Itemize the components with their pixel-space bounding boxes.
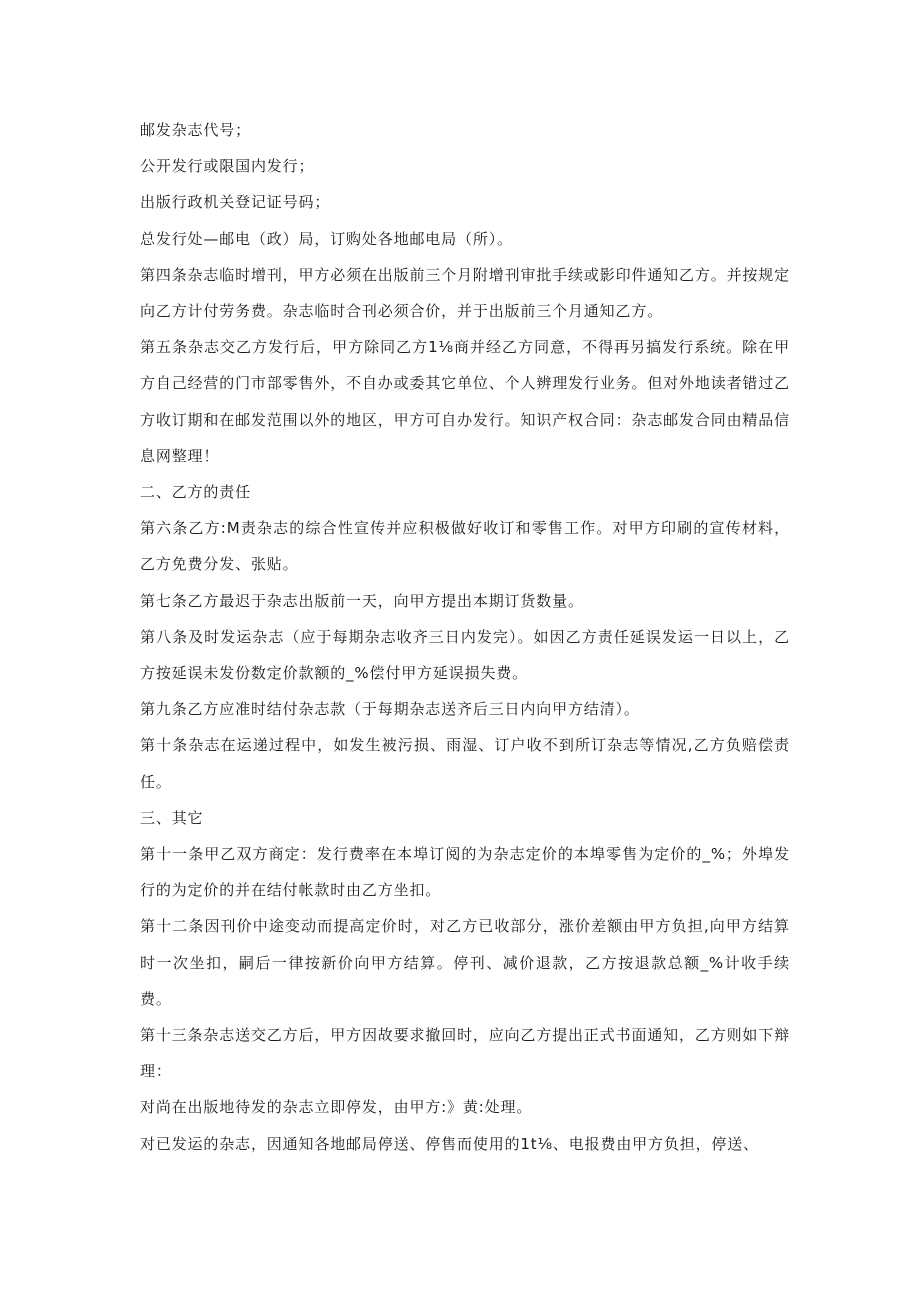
paragraph-article-9: 第九条乙方应准时结付杂志款（于每期杂志送齐后三日内向甲方结清）。	[140, 700, 640, 719]
paragraph-article-7: 第七条乙方最迟于杂志出版前一天，向甲方提出本期订货数量。	[140, 591, 584, 610]
paragraph-postal-code: 邮发杂志代号；	[140, 121, 251, 139]
section-heading-other: 三、其它	[140, 808, 204, 827]
paragraph-article-10: 第十条杂志在运递过程中，如发生被污损、雨湿、订户收不到所订杂志等情况,乙方负赔偿责任。	[140, 736, 790, 791]
paragraph-distribution-office: 总发行处—邮电（政）局，订购处各地邮电局（所）。	[140, 229, 513, 248]
paragraph-article-13: 第十三条杂志送交乙方后，甲方因故要求撤回时，应向乙方提出正式书面通知，乙方则如下辩理：	[140, 1026, 790, 1081]
paragraph-article-5: 第五条杂志交乙方发行后，甲方除同乙方1⅛商并经乙方同意，不得再另搞发行系统。除在甲方自己经营的门市部零售外，不自办或委其它单位、个人辨理发行业务。但对外地读者错过乙方收订期和在邮发范围以外的地区，甲方可自办发行。知识产权合同：杂志邮发合同由精品信息网整理！	[140, 338, 790, 465]
paragraph-distribution-scope: 公开发行或限国内发行；	[140, 157, 315, 176]
paragraph-article-4: 第四条杂志临时增刊，甲方必须在出版前三个月附增刊审批手续或影印件通知乙方。并按规定向乙方计付劳务费。杂志临时合刊必须合价，并于出版前三个月通知乙方。	[140, 265, 790, 321]
paragraph-shipped-magazines: 对已发运的杂志，因通知各地邮局停送、停售而使用的1t⅛、电报费由甲方负担，停送、	[140, 1134, 759, 1153]
paragraph-article-12: 第十二条因刊价中途变动而提高定价时，对乙方已收部分，涨价差额由甲方负担,向甲方结算时一次坐扣，嗣后一律按新价向甲方结算。停刊、减价退款，乙方按退款总额_%计收手续费。	[140, 917, 790, 1008]
document-body	[140, 112, 790, 1162]
paragraph-article-6: 第六条乙方:M责杂志的综合性宣传并应积极做好收订和零售工作。对甲方印刷的宣传材料，乙方免费分发、张贴。	[140, 519, 790, 574]
paragraph-article-11: 第十一条甲乙双方商定：发行费率在本埠订阅的为杂志定价的本埠零售为定价的_%；外埠发行的为定价的并在结付帐款时由乙方坐扣。	[140, 845, 790, 900]
paragraph-pending-magazines: 对尚在出版地待发的杂志立即停发，由甲方:》黄:处理。	[140, 1098, 533, 1117]
paragraph-registration-number: 出版行政机关登记证号码；	[140, 193, 331, 212]
paragraph-article-8: 第八条及时发运杂志（应于每期杂志收齐三日内发完）。如因乙方责任延误发运一日以上，乙方按延误未发份数定价款额的_%偿付甲方延误损失费。	[140, 627, 790, 683]
section-heading-party-b: 二、乙方的责任	[140, 483, 251, 502]
